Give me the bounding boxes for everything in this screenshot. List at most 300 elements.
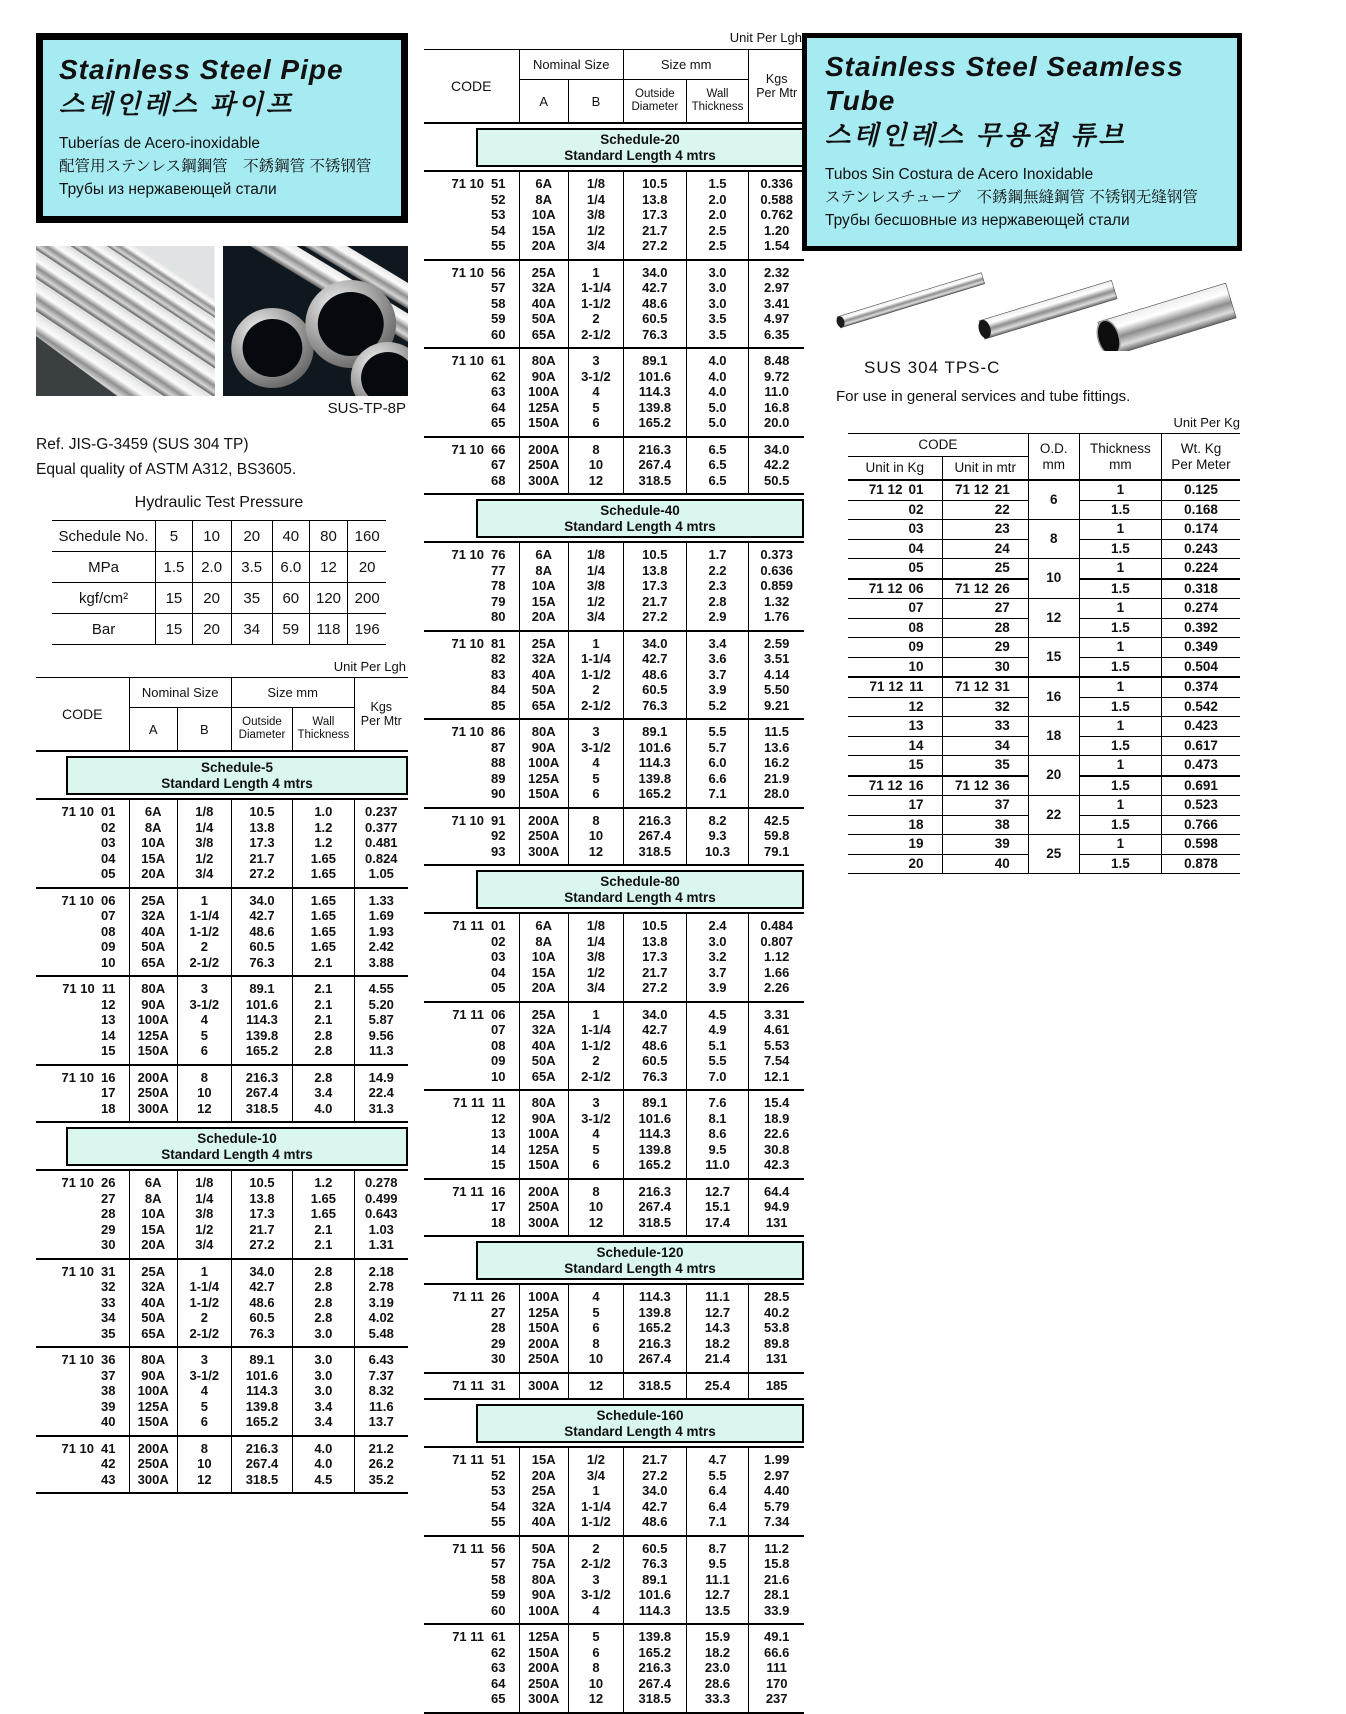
wt-cell: 0.243	[1162, 539, 1240, 559]
kgs-cell: 8.32	[354, 1383, 408, 1399]
nominal-b-cell: 1/4	[568, 192, 623, 208]
code-suffix: 62	[491, 368, 506, 384]
nominal-a-cell: 125A	[519, 771, 568, 787]
code-suffix: 42	[101, 1456, 116, 1471]
wt-cell: 0.878	[1162, 854, 1240, 874]
code-suffix: 57	[491, 1556, 506, 1571]
outside-diameter-cell: 216.3	[623, 1179, 686, 1200]
wall-thickness-cell: 15.9	[686, 1624, 749, 1645]
nominal-b-cell: 3/4	[568, 1468, 623, 1484]
nominal-b-cell: 3-1/2	[177, 997, 231, 1013]
nominal-a-cell: 80A	[519, 1090, 568, 1111]
pipe-ends-photo	[223, 246, 408, 396]
schedule-5-10-table	[36, 677, 408, 1494]
code-suffix: 38	[994, 816, 1010, 832]
kgs-cell: 4.14	[749, 667, 804, 683]
code-cell	[36, 1170, 129, 1191]
code-suffix: 77	[491, 562, 506, 578]
outside-diameter-cell: 76.3	[623, 1069, 686, 1091]
schedule-banner-row	[424, 494, 804, 542]
code-cell	[36, 1295, 129, 1311]
pipe-subtitle-es: Tuberías de Acero-inoxidable	[59, 135, 261, 152]
outside-diameter-cell: 89.1	[231, 1347, 292, 1368]
code-suffix: 34	[101, 1310, 116, 1325]
wall-thickness-cell: 4.5	[686, 1002, 749, 1023]
nominal-b-cell: 8	[177, 1436, 231, 1457]
code-cell	[424, 400, 519, 416]
code-kg-cell	[848, 559, 942, 579]
code-suffix: 90	[491, 786, 506, 801]
wall-thickness-cell: 5.2	[686, 698, 749, 720]
wall-thickness-cell: 2.9	[686, 609, 749, 631]
tube-size-table	[848, 433, 1240, 874]
pipe-row	[424, 1215, 804, 1237]
nominal-a-cell: 50A	[129, 939, 177, 955]
code-cell	[36, 1085, 129, 1101]
outside-diameter-cell: 165.2	[623, 1320, 686, 1336]
kgs-cell: 26.2	[354, 1456, 408, 1472]
wall-thickness-cell: 5.5	[686, 1053, 749, 1069]
wall-thickness-cell: 4.9	[686, 1022, 749, 1038]
code-cell	[424, 1676, 519, 1692]
outside-diameter-cell: 165.2	[623, 786, 686, 808]
code-kg-cell	[848, 539, 942, 559]
wall-thickness-cell: 1.7	[686, 542, 749, 563]
code-cell	[36, 976, 129, 997]
code-suffix: 02	[908, 501, 924, 517]
nominal-b-cell: 1/8	[568, 542, 623, 563]
pipe-row	[424, 667, 804, 683]
wall-thickness-cell: 4.7	[686, 1447, 749, 1468]
pipe-row	[424, 311, 804, 327]
kgs-cell: 7.34	[749, 1514, 804, 1536]
pipe-row	[424, 1336, 804, 1352]
schedule-title: Schedule-5	[200, 760, 274, 775]
code-cell	[424, 1468, 519, 1484]
nominal-b-cell: 8	[568, 808, 623, 829]
kgs-cell: 0.807	[749, 934, 804, 950]
kgs-cell: 0.377	[354, 820, 408, 836]
tube-row	[848, 559, 1240, 579]
pressure-row	[52, 583, 386, 614]
pressure-value-cell: 196	[348, 614, 386, 645]
code-cell	[424, 415, 519, 437]
outside-diameter-cell: 101.6	[623, 369, 686, 385]
pipe-row	[424, 1053, 804, 1069]
nominal-b-cell: 3/8	[568, 578, 623, 594]
wall-thickness-cell: 9.5	[686, 1142, 749, 1158]
outside-diameter-cell: 60.5	[623, 311, 686, 327]
code-suffix: 52	[491, 191, 506, 207]
wall-thickness-cell: 8.1	[686, 1111, 749, 1127]
outside-diameter-cell: 60.5	[623, 1053, 686, 1069]
code-suffix: 23	[994, 521, 1010, 536]
kgs-cell: 0.588	[749, 192, 804, 208]
nominal-b-cell: 1	[568, 260, 623, 281]
nominal-a-cell: 10A	[129, 1206, 177, 1222]
pipe-row	[424, 913, 804, 934]
schedule-banner	[424, 1399, 804, 1447]
code-cell	[36, 1101, 129, 1123]
code-suffix: 07	[491, 1022, 506, 1037]
code-cell	[36, 820, 129, 836]
code-cell	[36, 851, 129, 867]
header-wt: Wt. Kg Per Meter	[1162, 434, 1240, 481]
kgs-cell: 1.33	[354, 888, 408, 909]
thickness-cell: 1.5	[1079, 579, 1161, 599]
wall-thickness-cell: 28.6	[686, 1676, 749, 1692]
pressure-value-cell: 2.0	[192, 552, 231, 583]
code-cell	[36, 835, 129, 851]
nominal-a-cell: 65A	[519, 698, 568, 720]
nominal-a-cell: 100A	[519, 1603, 568, 1625]
outside-diameter-cell: 114.3	[623, 755, 686, 771]
outside-diameter-cell: 60.5	[623, 682, 686, 698]
code-cell	[424, 1483, 519, 1499]
schedule-subtitle: Standard Length 4 mtrs	[564, 1260, 716, 1276]
pipe-row	[36, 1028, 408, 1044]
wall-thickness-cell: 2.1	[293, 1237, 354, 1259]
pipe-row	[424, 1660, 804, 1676]
wall-thickness-cell: 2.1	[293, 955, 354, 977]
code-prefix: 71 12	[868, 482, 903, 497]
schedule-banner-row	[424, 123, 804, 171]
nominal-b-cell: 1	[568, 631, 623, 652]
code-kg-cell	[848, 520, 942, 540]
wall-thickness-cell: 2.4	[686, 913, 749, 934]
pipe-row-group	[424, 808, 804, 866]
nominal-a-cell: 32A	[129, 908, 177, 924]
tube-caption: For use in general services and tube fittings.	[836, 388, 1131, 405]
pressure-row	[52, 521, 386, 552]
nominal-b-cell: 1/4	[568, 563, 623, 579]
code-prefix: 71 10	[61, 1440, 95, 1456]
nominal-a-cell: 125A	[519, 1142, 568, 1158]
code-suffix: 04	[491, 964, 506, 980]
schedule-banner-row	[424, 1236, 804, 1284]
schedule-banner-row	[424, 865, 804, 913]
code-suffix: 62	[491, 1644, 506, 1660]
code-cell	[36, 1237, 129, 1259]
nominal-b-cell: 2	[568, 1053, 623, 1069]
kgs-cell: 6.43	[354, 1347, 408, 1368]
wt-cell: 0.274	[1162, 599, 1240, 619]
code-mtr-cell	[942, 854, 1028, 874]
kgs-cell: 0.636	[749, 563, 804, 579]
nominal-a-cell: 80A	[519, 719, 568, 740]
nominal-a-cell: 250A	[519, 1199, 568, 1215]
pressure-value-cell: 80	[309, 521, 348, 552]
pipe-row	[424, 1022, 804, 1038]
code-prefix: 71 10	[62, 981, 95, 996]
code-cell	[424, 207, 519, 223]
code-suffix: 64	[491, 399, 506, 415]
code-mtr-cell	[942, 815, 1028, 835]
pipe-row-group	[36, 1170, 408, 1259]
schedule-banner-box	[476, 128, 804, 167]
nominal-a-cell: 200A	[519, 808, 568, 829]
kgs-cell: 79.1	[749, 844, 804, 866]
nominal-a-cell: 90A	[519, 1587, 568, 1603]
pipe-row	[36, 1259, 408, 1280]
code-suffix: 11	[909, 679, 924, 694]
wall-thickness-cell: 15.1	[686, 1199, 749, 1215]
kgs-cell: 42.3	[749, 1157, 804, 1179]
wall-thickness-cell: 3.7	[686, 965, 749, 981]
code-suffix: 15	[101, 1043, 116, 1058]
pipe-row-group	[424, 1284, 804, 1373]
nominal-a-cell: 150A	[129, 1414, 177, 1436]
nominal-a-cell: 90A	[129, 997, 177, 1013]
outside-diameter-cell: 318.5	[623, 844, 686, 866]
nominal-b-cell: 3-1/2	[568, 369, 623, 385]
code-suffix: 11	[101, 981, 116, 996]
kgs-cell: 59.8	[749, 828, 804, 844]
kgs-cell: 1.54	[749, 238, 804, 260]
code-suffix: 66	[491, 441, 506, 457]
outside-diameter-cell: 34.0	[231, 1259, 292, 1280]
nominal-a-cell: 8A	[519, 934, 568, 950]
nominal-a-cell: 8A	[519, 192, 568, 208]
wall-thickness-cell: 8.7	[686, 1536, 749, 1557]
code-cell	[36, 1436, 129, 1457]
code-cell	[36, 997, 129, 1013]
code-mtr-cell	[942, 539, 1028, 559]
wall-thickness-cell: 5.5	[686, 719, 749, 740]
code-suffix: 63	[491, 1660, 506, 1675]
pipe-row	[36, 976, 408, 997]
kgs-cell: 21.9	[749, 771, 804, 787]
outside-diameter-cell: 48.6	[623, 1038, 686, 1054]
kgs-cell: 15.4	[749, 1090, 804, 1111]
code-cell	[424, 296, 519, 312]
pipe-photos	[36, 246, 408, 396]
wall-thickness-cell: 6.4	[686, 1499, 749, 1515]
kgs-cell: 34.0	[749, 437, 804, 458]
pipe-row	[36, 1399, 408, 1415]
code-kg-cell	[848, 697, 942, 717]
thickness-cell: 1.5	[1079, 539, 1161, 559]
outside-diameter-cell: 89.1	[623, 1090, 686, 1111]
code-suffix: 16	[491, 1183, 506, 1199]
code-suffix: 60	[491, 326, 506, 342]
code-kg-cell	[848, 717, 942, 737]
code-cell	[424, 1660, 519, 1676]
kgs-cell: 9.72	[749, 369, 804, 385]
wall-thickness-cell: 4.0	[293, 1101, 354, 1123]
code-cell	[424, 563, 519, 579]
code-suffix: 33	[101, 1294, 116, 1310]
schedule-banner-cell	[36, 751, 408, 799]
outside-diameter-cell: 267.4	[231, 1085, 292, 1101]
pipe-row	[424, 786, 804, 808]
wall-thickness-cell: 6.5	[686, 437, 749, 458]
pipe-subtitle-ru: Трубы из нержавеющей стали	[59, 181, 277, 198]
pipe-row	[36, 1043, 408, 1065]
wall-thickness-cell: 3.0	[686, 934, 749, 950]
nominal-a-cell: 100A	[519, 1126, 568, 1142]
outside-diameter-cell: 10.5	[623, 171, 686, 192]
nominal-b-cell: 1/2	[177, 851, 231, 867]
code-suffix: 27	[101, 1190, 116, 1206]
nominal-a-cell: 200A	[519, 1336, 568, 1352]
pipes-bundle-photo	[36, 246, 215, 396]
outside-diameter-cell: 114.3	[623, 1126, 686, 1142]
code-suffix: 17	[491, 1199, 506, 1214]
wt-cell: 0.766	[1162, 815, 1240, 835]
nominal-b-cell: 1-1/4	[568, 651, 623, 667]
code-cell	[424, 1142, 519, 1158]
nominal-b-cell: 2-1/2	[177, 1326, 231, 1348]
nominal-a-cell: 32A	[519, 280, 568, 296]
wall-thickness-cell: 33.3	[686, 1691, 749, 1713]
code-suffix: 03	[908, 521, 924, 536]
hydraulic-pressure-table	[52, 520, 386, 645]
code-mtr-cell	[942, 796, 1028, 816]
kgs-cell: 50.5	[749, 473, 804, 495]
kgs-cell: 1.05	[354, 866, 408, 888]
code-cell	[424, 808, 519, 829]
wall-thickness-cell: 4.0	[293, 1436, 354, 1457]
tube-product-label: SUS 304 TPS-C	[864, 358, 1001, 377]
nominal-a-cell: 100A	[129, 1383, 177, 1399]
nominal-b-cell: 4	[177, 1012, 231, 1028]
code-cell	[36, 908, 129, 924]
thickness-cell: 1.5	[1079, 815, 1161, 835]
nominal-b-cell: 1/2	[177, 1222, 231, 1238]
header-size-mm: Size mm	[231, 678, 354, 708]
kgs-cell: 11.6	[354, 1399, 408, 1415]
header-col-b: B	[568, 80, 623, 124]
nominal-b-cell: 5	[568, 1624, 623, 1645]
code-suffix: 31	[101, 1263, 116, 1279]
code-suffix: 51	[491, 176, 506, 191]
code-prefix: 71 10	[451, 264, 485, 280]
pipe-row	[424, 1069, 804, 1091]
outside-diameter-cell: 76.3	[231, 955, 292, 977]
kgs-cell: 28.1	[749, 1587, 804, 1603]
kgs-cell: 170	[749, 1676, 804, 1692]
outside-diameter-cell: 21.7	[623, 594, 686, 610]
pipe-row	[424, 384, 804, 400]
code-suffix: 11	[491, 1095, 506, 1110]
pipe-row-group	[424, 1373, 804, 1400]
pipe-row	[36, 866, 408, 888]
nominal-b-cell: 4	[177, 1383, 231, 1399]
tube-table-wrap	[848, 415, 1240, 874]
kgs-cell: 0.499	[354, 1191, 408, 1207]
header-outside-diameter: Outside Diameter	[231, 708, 292, 752]
outside-diameter-cell: 114.3	[231, 1383, 292, 1399]
pipe-row	[424, 828, 804, 844]
wall-thickness-cell: 2.0	[686, 192, 749, 208]
nominal-b-cell: 3-1/2	[568, 740, 623, 756]
pressure-value-cell: 6.0	[272, 552, 309, 583]
code-suffix: 15	[908, 757, 924, 772]
code-prefix: 71 10	[451, 547, 485, 562]
code-cell	[424, 667, 519, 683]
nominal-b-cell: 10	[568, 1676, 623, 1692]
pipe-row	[424, 698, 804, 720]
code-suffix: 27	[491, 1304, 506, 1320]
code-cell	[424, 1499, 519, 1515]
nominal-a-cell: 20A	[519, 980, 568, 1002]
code-suffix: 18	[491, 1214, 506, 1230]
pipe-row	[36, 908, 408, 924]
nominal-a-cell: 32A	[519, 1022, 568, 1038]
kgs-cell: 9.56	[354, 1028, 408, 1044]
code-suffix: 26	[994, 580, 1010, 596]
nominal-b-cell: 3	[568, 348, 623, 369]
code-prefix: 71 11	[452, 1006, 485, 1022]
outside-diameter-cell: 27.2	[623, 1468, 686, 1484]
code-cell	[424, 913, 519, 934]
nominal-b-cell: 2	[177, 1310, 231, 1326]
thickness-cell: 1.5	[1079, 500, 1161, 520]
pipe-row	[424, 1483, 804, 1499]
code-cell	[424, 1603, 519, 1625]
code-suffix: 04	[101, 850, 116, 866]
code-mtr-cell	[942, 677, 1028, 697]
nominal-b-cell: 3/4	[177, 866, 231, 888]
code-suffix: 09	[491, 1053, 506, 1068]
code-suffix: 64	[491, 1675, 506, 1691]
outside-diameter-cell: 165.2	[623, 1645, 686, 1661]
outside-diameter-cell: 42.7	[623, 1022, 686, 1038]
code-kg-cell	[848, 480, 942, 500]
nominal-b-cell: 3/4	[177, 1237, 231, 1259]
code-cell	[36, 1043, 129, 1065]
code-suffix: 56	[491, 1540, 506, 1556]
wall-thickness-cell: 1.0	[293, 799, 354, 820]
nominal-a-cell: 32A	[519, 1499, 568, 1515]
tube-title-en: Stainless Steel Seamless Tube	[825, 51, 1184, 116]
thickness-cell: 1	[1079, 599, 1161, 619]
code-cell	[36, 1414, 129, 1436]
nominal-b-cell: 12	[568, 844, 623, 866]
nominal-a-cell: 20A	[129, 1237, 177, 1259]
outside-diameter-cell: 139.8	[623, 1142, 686, 1158]
code-suffix: 55	[491, 1514, 506, 1529]
pipe-row	[424, 682, 804, 698]
kgs-cell: 4.40	[749, 1483, 804, 1499]
nominal-b-cell: 3/4	[568, 980, 623, 1002]
wall-thickness-cell: 1.65	[293, 924, 354, 940]
code-suffix: 37	[101, 1367, 116, 1383]
kgs-cell: 42.2	[749, 457, 804, 473]
code-cell	[424, 1111, 519, 1127]
code-suffix: 83	[491, 666, 506, 682]
nominal-b-cell: 3/4	[568, 609, 623, 631]
nominal-a-cell: 20A	[519, 238, 568, 260]
pipe-row	[424, 651, 804, 667]
code-suffix: 30	[101, 1237, 116, 1252]
nominal-b-cell: 3/8	[568, 949, 623, 965]
nominal-b-cell: 10	[177, 1085, 231, 1101]
code-kg-cell	[848, 835, 942, 855]
nominal-b-cell: 1-1/4	[568, 280, 623, 296]
wall-thickness-cell: 3.0	[293, 1347, 354, 1368]
nominal-a-cell: 100A	[519, 384, 568, 400]
pipe-row	[36, 888, 408, 909]
tube-row	[848, 717, 1240, 737]
schedule-banner-box	[476, 1241, 804, 1280]
nominal-a-cell: 40A	[129, 924, 177, 940]
kgs-cell: 7.37	[354, 1368, 408, 1384]
kgs-cell: 13.6	[749, 740, 804, 756]
nominal-b-cell: 3/8	[568, 207, 623, 223]
nominal-a-cell: 50A	[519, 1053, 568, 1069]
